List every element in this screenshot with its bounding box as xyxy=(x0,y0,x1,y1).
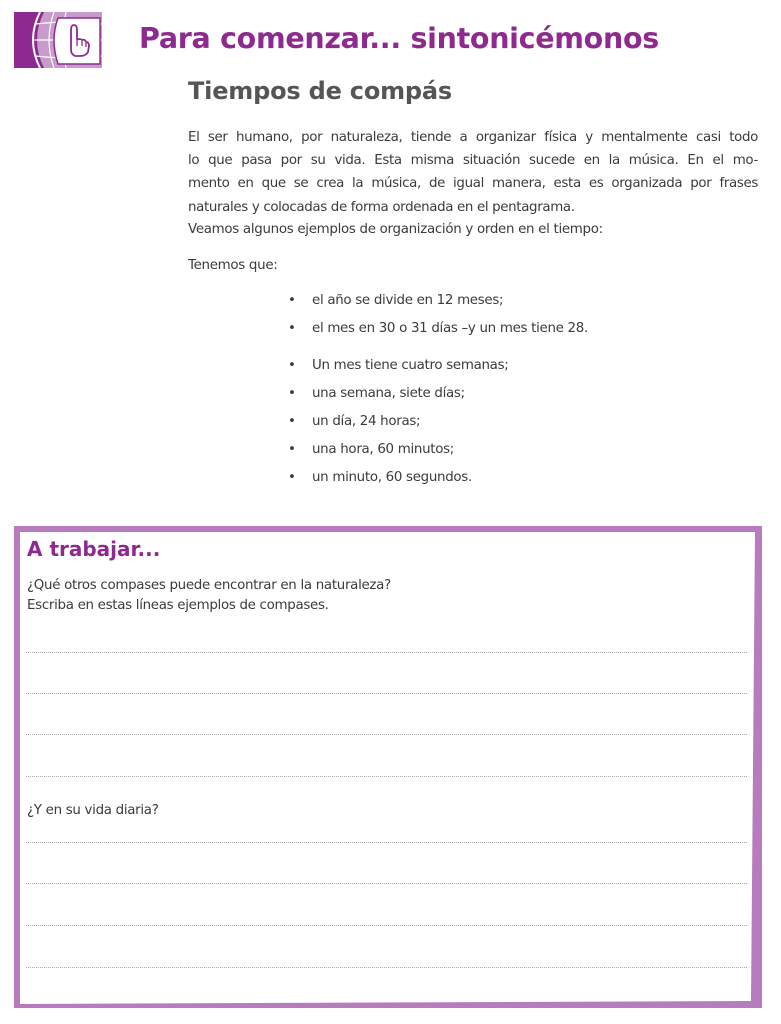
list-item xyxy=(288,464,508,492)
list-item-text: un día, 24 horas; xyxy=(312,414,421,429)
bullet-list-2 xyxy=(288,352,508,492)
paragraph-line: naturales y colocadas de forma ordenada en el pentagrama. xyxy=(188,199,575,215)
list-item xyxy=(288,408,508,436)
examples-intro: Veamos algunos ejemplos de organización y orden en el tiempo: xyxy=(188,222,603,237)
bullet-icon: • xyxy=(288,442,296,457)
section-logo xyxy=(14,12,102,68)
paragraph-line: El ser humano, por naturaleza, tiende a organizar física y mentalmente casi todo xyxy=(188,130,758,145)
bullet-icon: • xyxy=(288,293,296,308)
activity-title: A trabajar... xyxy=(27,537,161,561)
answer-line[interactable] xyxy=(26,967,747,968)
list-item xyxy=(288,315,588,343)
list-item-text: una hora, 60 minutos; xyxy=(312,442,455,457)
list-item-text: el mes en 30 o 31 días –y un mes tiene 28. xyxy=(312,321,588,336)
answer-line[interactable] xyxy=(26,883,747,884)
bullet-icon: • xyxy=(288,386,296,401)
answer-line[interactable] xyxy=(26,652,747,653)
bullet-icon: • xyxy=(288,414,296,429)
activity-instruction: Escriba en estas líneas ejemplos de compases. xyxy=(27,598,329,613)
answer-line[interactable] xyxy=(26,776,747,777)
list-item xyxy=(288,287,588,315)
pointing-hand-globe-icon xyxy=(14,12,102,68)
bullet-list-1 xyxy=(288,287,588,343)
list-item xyxy=(288,436,508,464)
list-item-text: el año se divide en 12 meses; xyxy=(312,293,504,308)
list-item-text: Un mes tiene cuatro semanas; xyxy=(312,358,509,373)
bullet-icon: • xyxy=(288,470,296,485)
intro-paragraph xyxy=(188,126,758,219)
answer-line[interactable] xyxy=(26,734,747,735)
bullet-icon: • xyxy=(288,358,296,373)
list-item xyxy=(288,352,508,380)
list-item-text: un minuto, 60 segundos. xyxy=(312,470,472,485)
bullet-icon: • xyxy=(288,321,296,336)
answer-line[interactable] xyxy=(26,842,747,843)
page-title: Para comenzar... sintonicémonos xyxy=(139,22,659,55)
activity-question-2: ¿Y en su vida diaria? xyxy=(27,803,159,818)
examples-lead: Tenemos que: xyxy=(188,258,278,273)
list-item-text: una semana, siete días; xyxy=(312,386,465,401)
list-item xyxy=(288,380,508,408)
answer-line[interactable] xyxy=(26,693,747,694)
answer-line[interactable] xyxy=(26,925,747,926)
section-title: Tiempos de compás xyxy=(188,77,452,105)
paragraph-line: mento en que se crea la música, de igual manera, esta es organizada por frases xyxy=(188,176,758,192)
activity-question-1: ¿Qué otros compases puede encontrar en la naturaleza? xyxy=(27,578,391,593)
paragraph-line: lo que pasa por su vida. Esta misma situación sucede en la música. En el mo- xyxy=(188,153,758,169)
